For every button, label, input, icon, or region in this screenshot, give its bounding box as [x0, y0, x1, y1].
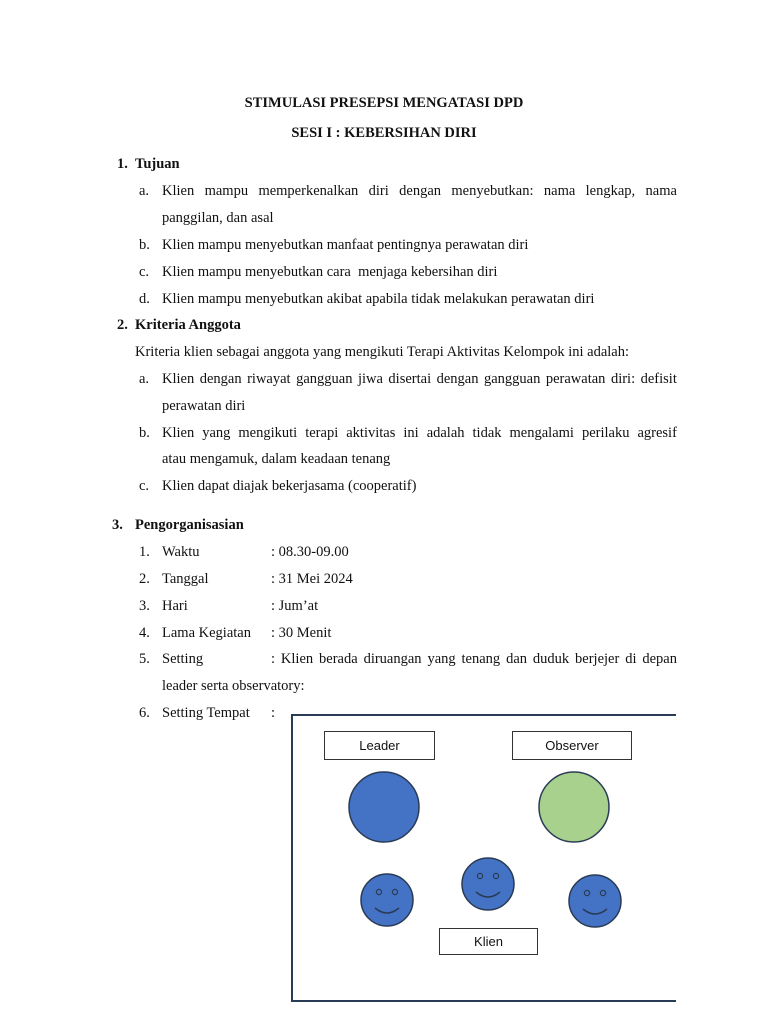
- list-item-line: [162, 184, 677, 199]
- list-marker: 3.: [139, 598, 150, 614]
- word: mampu: [204, 183, 249, 199]
- field-value-continuation: leader serta observatory:: [162, 678, 305, 694]
- seating-shapes: [293, 716, 674, 1000]
- word: gangguan: [296, 371, 353, 387]
- word: dengan: [436, 371, 479, 387]
- word: adalah: [426, 425, 465, 441]
- word: riwayat: [247, 371, 291, 387]
- word: berada: [319, 651, 358, 667]
- leader-label-box: Leader: [324, 731, 435, 760]
- word: menyebutkan:: [451, 183, 534, 199]
- word: dan: [506, 651, 527, 667]
- list-item: Klien dapat diajak bekerjasama (cooperatif): [162, 478, 417, 494]
- leader-circle: [349, 772, 419, 842]
- list-item-continuation: panggilan, dan asal: [162, 210, 274, 226]
- client-smiley-icon: [361, 874, 413, 926]
- word: tidak: [472, 425, 502, 441]
- field-value: : 31 Mei 2024: [271, 571, 353, 587]
- list-marker: 5.: [139, 651, 150, 667]
- word: dengan: [199, 371, 242, 387]
- section-1-heading: Tujuan: [135, 156, 180, 172]
- section-3-heading: Pengorganisasian: [135, 517, 244, 533]
- field-label: Setting Tempat: [162, 705, 250, 721]
- word: yang: [427, 651, 456, 667]
- field-label: Tanggal: [162, 571, 209, 587]
- word: mengalami: [509, 425, 574, 441]
- list-marker: 4.: [139, 625, 150, 641]
- list-marker: a.: [139, 183, 150, 199]
- list-item: Klien mampu menyebutkan manfaat pentingnya perawatan diri: [162, 237, 529, 253]
- field-value: :: [271, 705, 276, 721]
- word: di: [625, 651, 637, 667]
- document-subtitle: SESI I : KEBERSIHAN DIRI: [291, 125, 477, 141]
- word: :: [271, 651, 276, 667]
- list-marker: 1.: [139, 544, 150, 560]
- list-marker: 2.: [139, 571, 150, 587]
- observer-circle: [539, 772, 609, 842]
- word: Klien: [162, 183, 195, 199]
- word: Klien: [162, 371, 195, 387]
- list-marker: c.: [139, 264, 150, 280]
- word: diruangan: [363, 651, 422, 667]
- word: nama: [645, 183, 677, 199]
- word: gangguan: [483, 371, 541, 387]
- list-marker: a.: [139, 371, 150, 387]
- section-2-heading: Kriteria Anggota: [135, 317, 241, 333]
- word: duduk: [532, 651, 570, 667]
- list-item: Klien mampu menyebutkan akibat apabila tidak melakukan perawatan diri: [162, 291, 595, 307]
- list-item: Klien mampu menyebutkan cara menjaga kebersihan diri: [162, 264, 498, 280]
- field-value: : 30 Menit: [271, 625, 332, 641]
- client-smiley-icon: [569, 875, 621, 927]
- field-label: Setting: [162, 651, 204, 667]
- word: mengikuti: [238, 425, 298, 441]
- field-value: [271, 652, 677, 667]
- section-2-number: 2.: [117, 317, 128, 333]
- word: memperkenalkan: [258, 183, 359, 199]
- section-intro: Kriteria klien sebagai anggota yang mengikuti Terapi Aktivitas Kelompok ini adalah:: [135, 344, 630, 360]
- word: berjejer: [575, 651, 620, 667]
- observer-label-box: Observer: [512, 731, 632, 760]
- client-label-box: Klien: [439, 928, 538, 955]
- client-smiley-icon: [462, 858, 514, 910]
- word: depan: [642, 651, 677, 667]
- setting-diagram: [291, 714, 676, 1002]
- word: dengan: [399, 183, 442, 199]
- word: jiwa: [357, 371, 383, 387]
- list-marker: d.: [139, 291, 150, 307]
- field-label: Hari: [162, 598, 188, 614]
- list-marker: 6.: [139, 705, 150, 721]
- word: yang: [202, 425, 231, 441]
- word: agresif: [637, 425, 677, 441]
- word: Klien: [280, 651, 314, 667]
- word: nama: [543, 183, 576, 199]
- field-label: Lama Kegiatan: [162, 625, 251, 641]
- field-label: Waktu: [162, 544, 200, 560]
- field-value: : Jum’at: [271, 598, 319, 614]
- list-item-line: [162, 426, 677, 441]
- word: defisit: [640, 371, 677, 387]
- word: diri:: [610, 371, 636, 387]
- word: diri: [368, 183, 389, 199]
- document-title: STIMULASI PRESEPSI MENGATASI DPD: [244, 95, 524, 111]
- word: disertai: [388, 371, 432, 387]
- list-item-continuation: perawatan diri: [162, 398, 246, 414]
- field-value: : 08.30-09.00: [271, 544, 349, 560]
- list-marker: b.: [139, 425, 150, 441]
- list-marker: c.: [139, 478, 150, 494]
- list-marker: b.: [139, 237, 150, 253]
- word: lengkap,: [585, 183, 636, 199]
- section-1-number: 1.: [117, 156, 128, 172]
- list-item-continuation: atau mengamuk, dalam keadaan tenang: [162, 451, 391, 467]
- word: ini: [403, 425, 419, 441]
- list-item-line: [162, 372, 677, 387]
- section-3-number: 3.: [112, 517, 123, 533]
- word: terapi: [305, 425, 339, 441]
- word: tenang: [461, 651, 501, 667]
- word: aktivitas: [346, 425, 396, 441]
- word: perawatan: [545, 371, 606, 387]
- word: Klien: [162, 425, 195, 441]
- word: perilaku: [581, 425, 630, 441]
